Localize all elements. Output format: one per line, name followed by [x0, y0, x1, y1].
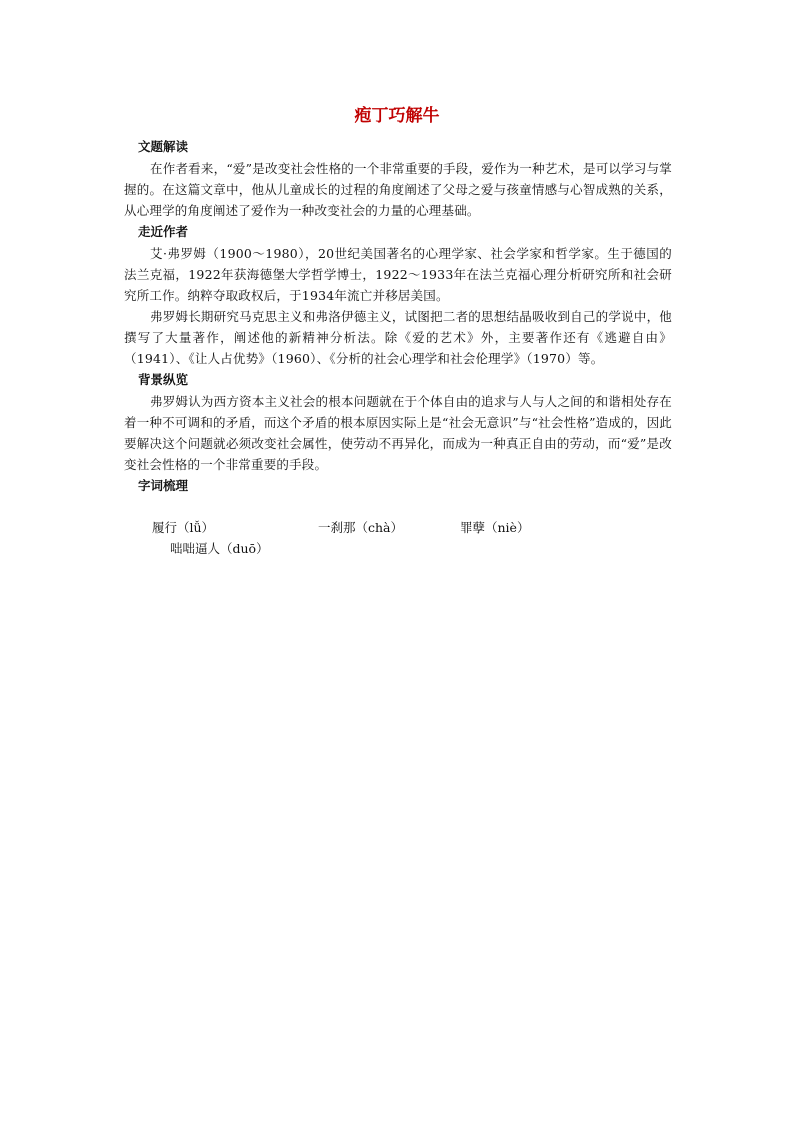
paragraph-interpretation: 在作者看来，“爱”是改变社会性格的一个非常重要的手段，爱作为一种艺术，是可以学习与掌握的。在这篇文章中，他从儿童成长的过程的角度阐述了父母之爱与孩童情感与心智成熟的关系，从心理学的角度阐述了爱作为一种改变社会的力量的心理基础。 — [124, 161, 672, 218]
section-heading-author: 走近作者 — [138, 224, 189, 239]
section-heading-background: 背景纵览 — [138, 372, 189, 387]
vocabulary-list — [124, 517, 672, 563]
vocab-item: 履行（lǚ） — [152, 520, 215, 535]
vocab-item: 罪孽（niè） — [460, 520, 530, 535]
paragraph-author-bio: 艾·弗罗姆（1900～1980），20世纪美国著名的心理学家、社会学家和哲学家。生于德国的法兰克福，1922年获海德堡大学哲学博士，1922～1933年在法兰克福心理分析研究所和社会研究所工作。纳粹夺取政权后，于1934年流亡并移居美国。 — [124, 246, 672, 303]
document-title: 疱丁巧解牛 — [354, 106, 440, 126]
document-body — [124, 136, 672, 563]
vocab-item: 一刹那（chà） — [318, 520, 404, 535]
vocab-item: 咄咄逼人（duō） — [170, 541, 269, 556]
paragraph-background: 弗罗姆认为西方资本主义社会的根本问题就在于个体自由的追求与人与人之间的和谐相处存在着一种不可调和的矛盾，而这个矛盾的根本原因实际上是“社会无意识”与“社会性格”造成的，因此要解决这个问题就必须改变社会属性，使劳动不再异化，而成为一种真正自由的劳动，而“爱”是改变社会性格的一个非常重要的手段。 — [124, 394, 672, 472]
section-heading-interpretation: 文题解读 — [138, 139, 189, 154]
section-heading-vocabulary: 字词梳理 — [138, 478, 189, 493]
paragraph-author-works: 弗罗姆长期研究马克思主义和弗洛伊德主义，试图把二者的思想结晶吸收到自己的学说中，他撰写了大量著作，阐述他的新精神分析法。除《爱的艺术》外，主要著作还有《逃避自由》（1941）、《让人占优势》（1960）、《分析的社会心理学和社会伦理学》（1970）等。 — [124, 309, 672, 366]
